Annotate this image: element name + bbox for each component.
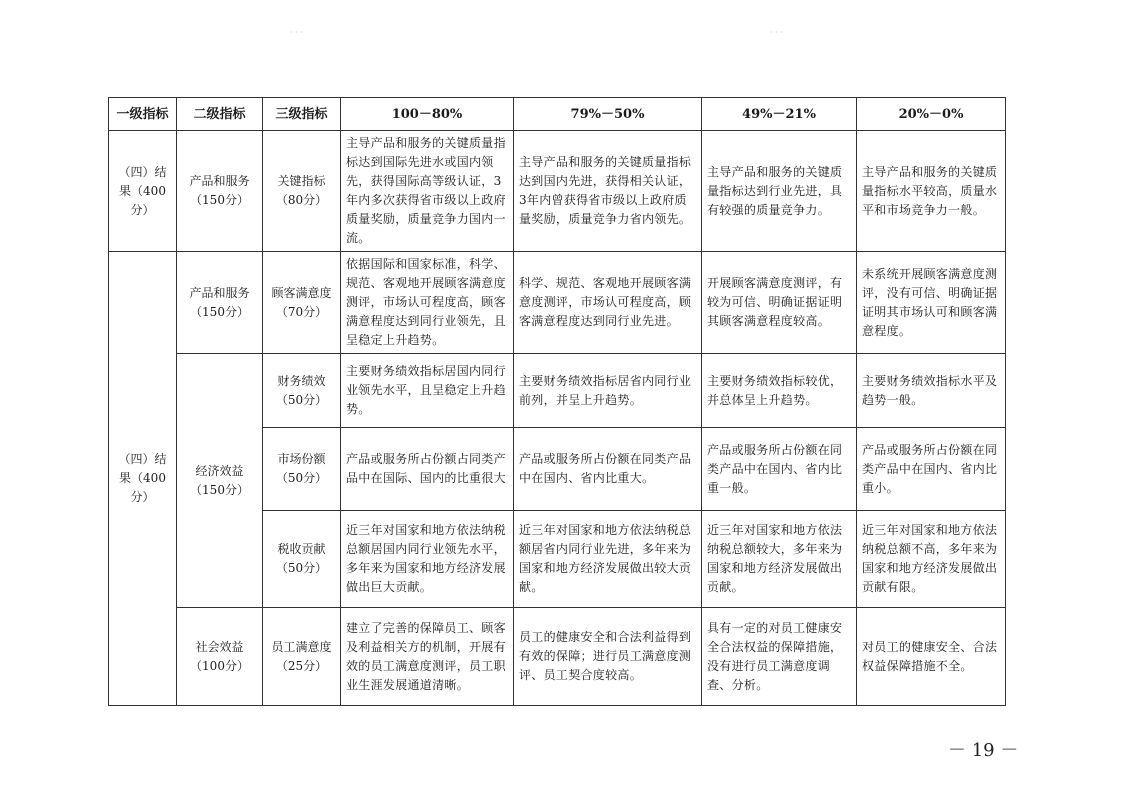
header-band4: 20%－0%: [857, 98, 1006, 131]
level2-cell: 社会效益（100分）: [177, 608, 263, 706]
band3-cell: 主导产品和服务的关键质量指标达到行业先进，具有较强的质量竞争力。: [702, 131, 857, 252]
table-row: [109, 252, 1006, 354]
page-number: － 19 －: [948, 740, 1019, 761]
band3-cell: 具有一定的对员工健康安全合法权益的保障措施，没有进行员工满意度调查、分析。: [702, 608, 857, 706]
header-level1: 一级指标: [109, 98, 177, 131]
level3-cell: 员工满意度（25分）: [263, 608, 341, 706]
band2-cell: 主导产品和服务的关键质量指标达到国内先进，获得相关认证，3年内曾获得省市级以上政府质量奖励，质量竞争力省内领先。: [514, 131, 702, 252]
table-row: [109, 354, 1006, 428]
header-band1: 100－80%: [341, 98, 514, 131]
band3-cell: 近三年对国家和地方依法纳税总额较大，多年来为国家和地方经济发展做出贡献。: [702, 511, 857, 608]
level3-cell: 市场份额（50分）: [263, 428, 341, 511]
evaluation-criteria-table: [108, 97, 1006, 706]
table-row: [109, 131, 1006, 252]
table-header-row: [109, 98, 1006, 131]
band1-cell: 主导产品和服务的关键质量指标达到国际先进水或国内领先，获得国际高等级认证，3年内多次获得省市级以上政府质量奖励，质量竞争力国内一流。: [341, 131, 514, 252]
level3-cell: 财务绩效（50分）: [263, 354, 341, 428]
header-band3: 49%－21%: [702, 98, 857, 131]
header-band2: 79%－50%: [514, 98, 702, 131]
band4-cell: 产品或服务所占份额在同类产品中在国内、省内比重小。: [857, 428, 1006, 511]
band2-cell: 科学、规范、客观地开展顾客满意度测评，市场认可程度高，顾客满意程度达到同行业先进。: [514, 252, 702, 354]
level1-cell: （四）结果（400分）: [109, 131, 177, 252]
band1-cell: 建立了完善的保障员工、顾客及利益相关方的机制，开展有效的员工满意度测评，员工职业生涯发展通道清晰。: [341, 608, 514, 706]
scan-artifact: · · ·: [290, 28, 303, 37]
scan-artifact: · · ·: [770, 28, 783, 37]
level2-cell: 产品和服务（150分）: [177, 131, 263, 252]
band3-cell: 开展顾客满意度测评，有较为可信、明确证据证明其顾客满意程度较高。: [702, 252, 857, 354]
band2-cell: 员工的健康安全和合法利益得到有效的保障；进行员工满意度测评、员工契合度较高。: [514, 608, 702, 706]
level3-cell: 顾客满意度（70分）: [263, 252, 341, 354]
level3-cell: 关键指标（80分）: [263, 131, 341, 252]
band2-cell: 产品或服务所占份额在同类产品中在国内、省内比重大。: [514, 428, 702, 511]
band4-cell: 主导产品和服务的关键质量指标水平较高，质量水平和市场竞争力一般。: [857, 131, 1006, 252]
table-row: [109, 608, 1006, 706]
band2-cell: 主要财务绩效指标居省内同行业前列，并呈上升趋势。: [514, 354, 702, 428]
level2-cell: 经济效益（150分）: [177, 354, 263, 608]
band1-cell: 近三年对国家和地方依法纳税总额居国内同行业领先水平，多年来为国家和地方经济发展做出巨大贡献。: [341, 511, 514, 608]
band4-cell: 主要财务绩效指标水平及趋势一般。: [857, 354, 1006, 428]
level1-cell: （四）结果（400分）: [109, 252, 177, 706]
band2-cell: 近三年对国家和地方依法纳税总额居省内同行业先进，多年来为国家和地方经济发展做出较大贡献。: [514, 511, 702, 608]
band3-cell: 主要财务绩效指标较优，并总体呈上升趋势。: [702, 354, 857, 428]
band4-cell: 近三年对国家和地方依法纳税总额不高，多年来为国家和地方经济发展做出贡献有限。: [857, 511, 1006, 608]
band1-cell: 产品或服务所占份额占同类产品中在国际、国内的比重很大: [341, 428, 514, 511]
band1-cell: 依据国际和国家标准，科学、规范、客观地开展顾客满意度测评，市场认可程度高，顾客满意程度达到同行业领先，且呈稳定上升趋势。: [341, 252, 514, 354]
level3-cell: 税收贡献（50分）: [263, 511, 341, 608]
header-level3: 三级指标: [263, 98, 341, 131]
band3-cell: 产品或服务所占份额在同类产品中在国内、省内比重一般。: [702, 428, 857, 511]
level2-cell: 产品和服务（150分）: [177, 252, 263, 354]
band1-cell: 主要财务绩效指标居国内同行业领先水平，且呈稳定上升趋势。: [341, 354, 514, 428]
band4-cell: 对员工的健康安全、合法权益保障措施不全。: [857, 608, 1006, 706]
header-level2: 二级指标: [177, 98, 263, 131]
band4-cell: 未系统开展顾客满意度测评，没有可信、明确证据证明其市场认可和顾客满意程度。: [857, 252, 1006, 354]
